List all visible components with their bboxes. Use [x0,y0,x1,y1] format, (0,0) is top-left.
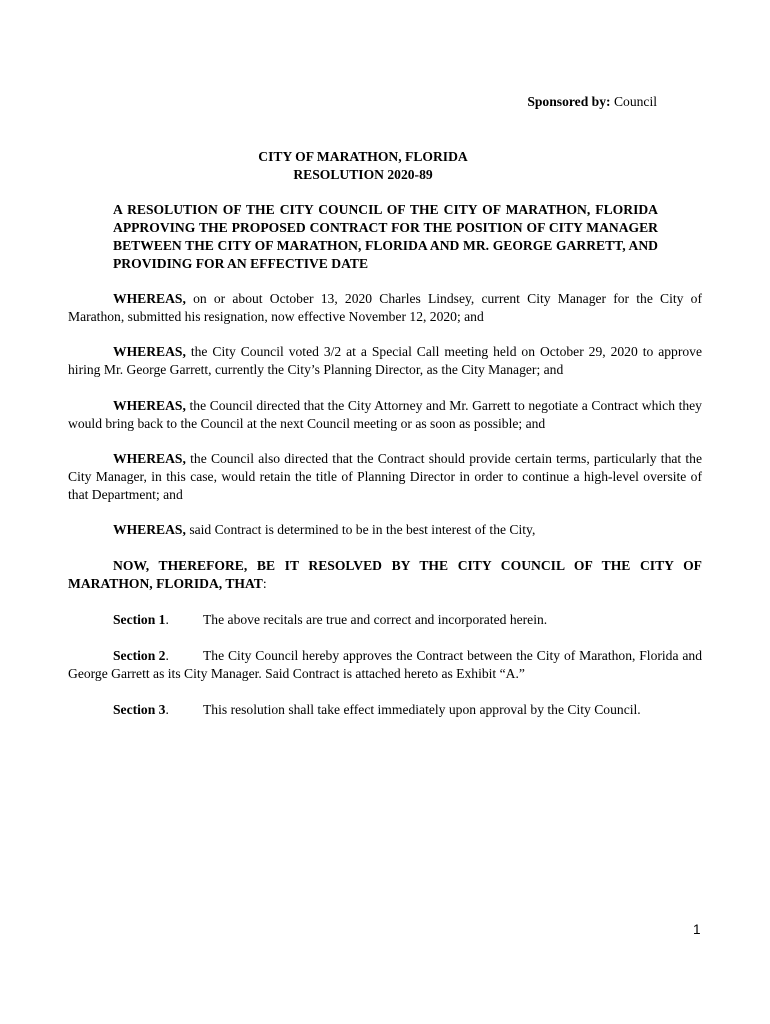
whereas-lead: WHEREAS, [113,522,186,537]
section-label-text: Section 3 [113,702,166,717]
section-2 [68,647,702,683]
sponsored-by-line [527,93,657,111]
section-text: The City Council hereby approves the Contract between the City of Marathon, Florida and George Garrett as its City Manager. Said Contract is attached hereto as Exhibit “A.” [68,648,702,681]
whereas-text: on or about October 13, 2020 Charles Lindsey, current City Manager for the City of Marathon, submitted his resignation, now effective November 12, 2020; and [68,291,702,324]
resolution-title: A RESOLUTION OF THE CITY COUNCIL OF THE CITY OF MARATHON, FLORIDA APPROVING THE PROPOSED CONTRACT FOR THE POSITION OF CITY MANAGER BETWEEN THE CITY OF MARATHON, FLORIDA AND MR. GEORGE GARRETT, AND PROVIDING FOR AN EFFECTIVE DATE [113,202,658,271]
section-1 [68,611,702,629]
whereas-text: said Contract is determined to be in the best interest of the City, [189,522,536,537]
whereas-clause-2 [68,343,702,379]
whereas-lead: WHEREAS, [113,344,186,359]
whereas-clause-5 [68,521,702,539]
sponsored-by-value: Council [613,94,657,109]
whereas-text: the Council directed that the City Attorney and Mr. Garrett to negotiate a Contract which they would bring back to the Council at the next Council meeting or as soon as possible; and [68,398,702,431]
whereas-text: the City Council voted 3/2 at a Special Call meeting held on October 29, 2020 to approve hiring Mr. George Garrett, currently the City’s Planning Director, as the City Manager; and [68,344,702,377]
page-number: 1 [693,922,701,937]
section-label-text: Section 2 [113,648,166,663]
resolution-number: RESOLUTION 2020-89 [293,167,433,182]
sponsored-by-label: Sponsored by: [527,94,611,109]
whereas-clause-3 [68,397,702,433]
whereas-text: the Council also directed that the Contract should provide certain terms, particularly that the City Manager, in this case, would retain the title of Planning Director in order to continue a high-level oversite of that Department; and [68,451,702,502]
section-label: Section 1. [113,612,169,627]
whereas-lead: WHEREAS, [113,451,186,466]
whereas-clause-1 [68,290,702,326]
document-heading [0,148,726,184]
section-label: Section 3. [113,702,169,717]
resolved-colon: : [262,576,267,591]
resolved-text: NOW, THEREFORE, BE IT RESOLVED BY THE CITY COUNCIL OF THE CITY OF MARATHON, FLORIDA, THAT [68,558,702,591]
whereas-lead: WHEREAS, [113,398,186,413]
city-heading: CITY OF MARATHON, FLORIDA [258,149,468,164]
whereas-clause-4 [68,450,702,504]
section-text: This resolution shall take effect immediately upon approval by the City Council. [203,702,641,717]
section-label: Section 2. [113,648,169,663]
resolved-clause [68,557,702,593]
section-label-text: Section 1 [113,612,166,627]
section-text: The above recitals are true and correct and incorporated herein. [203,612,548,627]
section-3 [68,701,702,719]
whereas-lead: WHEREAS, [113,291,186,306]
